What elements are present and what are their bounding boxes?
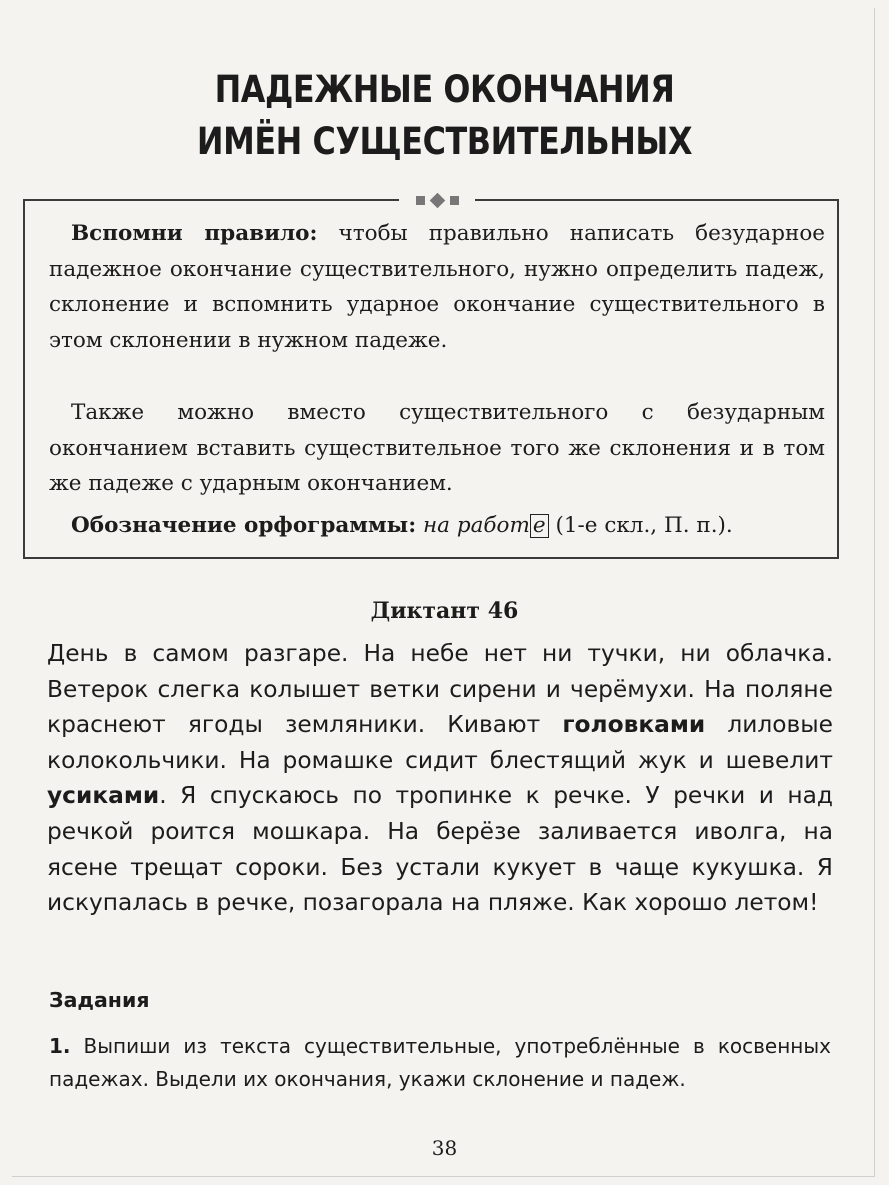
rule-text-1: чтобы правильно написать безударное падежное окончание существительного, нужно определить падеж, склонение и вспомнить ударное окончание существительного в этом склонении в нужном падеже. — [49, 221, 825, 353]
square-ornament-icon — [450, 196, 459, 205]
notation-label: Обозначение орфограммы: — [71, 513, 417, 538]
dictation-text-part-2: лиловые колокольчики. На ромашке сидит блестящий жук и шевелит — [47, 711, 833, 774]
title-line-1: ПАДЕЖНЫЕ ОКОНЧАНИЯ — [214, 68, 675, 111]
task-1 — [49, 1030, 831, 1096]
dictation-bold-word-2: усиками — [47, 782, 160, 810]
dictation-title: Диктант 46 — [370, 598, 519, 624]
rule-lead: Вспомни правило: — [71, 221, 318, 246]
rule-paragraph-2: Также можно вместо существительного с безударным окончанием вставить существительное того же склонения и в том же падеже с ударным окончанием. — [49, 400, 825, 496]
notation-note: (1-е скл., П. п.). — [555, 513, 733, 538]
dictation-text-part-3: . Я спускаюсь по тропинке к речке. У речки и над речкой роится мошкара. На берёзе заливается иволга, на ясене трещат сороки. Без устали кукует в чаще кукушка. Я искупалась в речке, позагорала на пляже. Как хорошо летом! — [47, 782, 833, 917]
task-1-text: Выпиши из текста существительные, употреблённые в косвенных падежах. Выдели их окончания, укажи склонение и падеж. — [49, 1034, 831, 1091]
dictation-bold-word-1: головками — [562, 711, 706, 739]
rule-paragraph-1 — [49, 216, 825, 358]
diamond-ornament-icon — [429, 192, 445, 208]
page-title — [62, 64, 827, 168]
page-number: 38 — [431, 1136, 458, 1160]
dictation-text-part-1: День в самом разгаре. На небе нет ни тучки, ни облачка. Ветерок слегка колышет ветки сирени и черёмухи. На поляне краснеют ягоды земляники. Кивают — [47, 640, 833, 739]
task-1-number: 1. — [49, 1034, 71, 1058]
notation-example-stem: на работ — [423, 513, 530, 538]
square-ornament-icon — [416, 196, 425, 205]
rule-notation — [49, 508, 825, 544]
tasks-heading: Задания — [49, 988, 150, 1012]
notation-ending-box: е — [530, 514, 549, 538]
dictation-text — [47, 636, 833, 921]
ornament-divider — [399, 188, 475, 212]
title-line-2: ИМЁН СУЩЕСТВИТЕЛЬНЫХ — [196, 120, 693, 163]
